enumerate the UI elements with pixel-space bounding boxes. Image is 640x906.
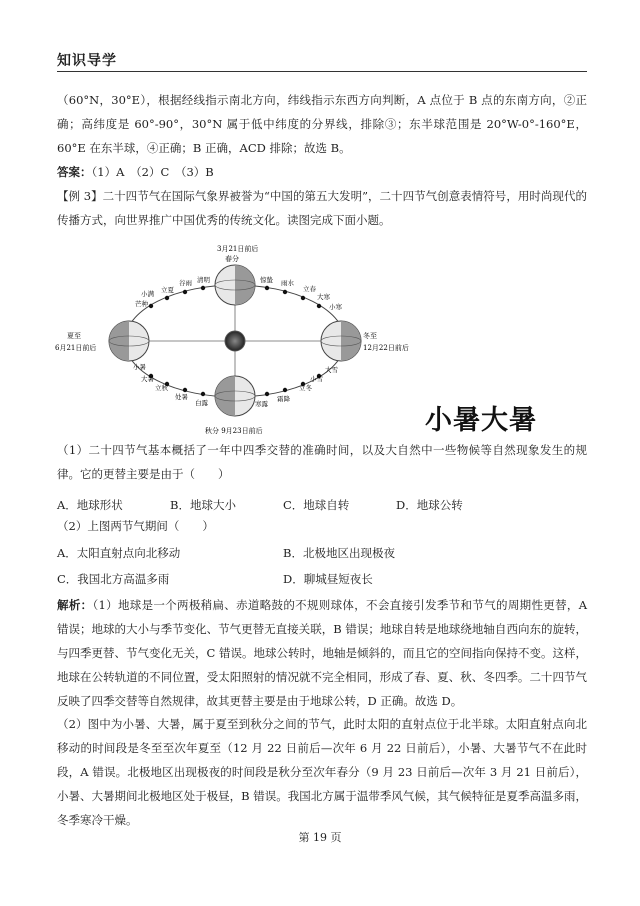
answer-text: （1）A （2）C （3）B — [91, 165, 214, 179]
q1-option-c: C．地球自转 — [283, 498, 350, 512]
analysis-part-1 — [57, 593, 587, 713]
earth-orbit-solar-terms-diagram — [55, 238, 425, 438]
earth-autumn-icon — [215, 376, 255, 416]
q1-option-d: D．地球公转 — [396, 498, 463, 512]
term-label: 霜降 — [277, 395, 290, 403]
example-text: 二十四节气在国际气象界被誉为“中国的第五大发明”，二十四节气创意表情符号，用时尚现代的传播方式，向世界推广中国优秀的传统文化。读图完成下面小题。 — [57, 189, 587, 227]
spring-date-label: 3月21日前后 — [217, 245, 259, 253]
term-label: 白露 — [195, 399, 208, 407]
example-label: 【例 3】 — [57, 189, 103, 203]
term-label: 小雪 — [310, 375, 323, 383]
term-label: 小寒 — [329, 303, 342, 311]
q2-option-c: C．我国北方高温多雨 — [57, 572, 170, 586]
page-header-title: 知识导学 — [57, 53, 117, 69]
earth-summer-icon — [109, 321, 149, 361]
question-2-stem: （2）上图两节气期间（ ） — [57, 519, 214, 533]
q2-option-b: B．北极地区出现极夜 — [283, 546, 395, 560]
header-divider — [57, 71, 587, 72]
autumn-label: 秋分 9月23日前后 — [205, 427, 263, 435]
xiaoshu-dashu-emoji-text: 小暑大暑 — [425, 405, 537, 436]
q2-option-d: D．聊城昼短夜长 — [283, 572, 373, 586]
summer-label: 夏至 — [67, 332, 81, 340]
q1-option-b: B．地球大小 — [170, 498, 236, 512]
term-label: 处暑 — [175, 393, 188, 401]
earth-winter-icon — [321, 321, 361, 361]
example-intro — [57, 184, 587, 232]
term-label: 惊蛰 — [260, 276, 273, 284]
term-label: 大暑 — [141, 375, 154, 383]
term-label: 寒露 — [255, 400, 268, 408]
term-label: 大寒 — [317, 293, 330, 301]
term-label: 立夏 — [161, 286, 174, 294]
sun-icon — [225, 331, 245, 351]
term-label: 立秋 — [155, 384, 168, 392]
term-label: 立春 — [303, 285, 316, 293]
analysis-part-2: （2）图中为小暑、大暑，属于夏至到秋分之间的节气，此时太阳的直射点位于北半球。太阳直射点向北移动的时间段是冬至至次年夏至（12 月 22 日前后—次年 6 月 22 日前后），小暑、大暑节气不在此时段，A 错误。北极地区出现极夜的时间段是秋分至次年春分（9 月 23 日前后—次年 3 月 21 日前后），小暑、大暑期间北极地区处于极昼，B 错误。我国北方属于温带季风气候，其气候特征是夏季高温多雨，冬季寒冷干燥。 — [57, 717, 587, 827]
term-label: 芒种 — [135, 300, 148, 308]
winter-date-label: 12月22日前后 — [363, 344, 409, 352]
winter-label: 冬至 — [363, 332, 377, 340]
term-label: 清明 — [197, 276, 210, 284]
term-label: 雨水 — [281, 279, 294, 287]
answer-label: 答案： — [57, 165, 92, 179]
q1-option-a: A．地球形状 — [57, 498, 123, 512]
question-1-stem: （1）二十四节气基本概括了一年中四季交替的准确时间，以及大自然中一些物候等自然现象发生的规律。它的更替主要是由于（ ） — [57, 443, 587, 481]
summer-date-label: 6月21日前后 — [55, 344, 97, 352]
page-number: 第 19 页 — [298, 831, 342, 844]
q2-option-a: A．太阳直射点向北移动 — [57, 546, 181, 560]
term-label: 小满 — [141, 290, 154, 298]
previous-answer-text: （60°N，30°E），根据经线指示南北方向，纬线指示东西方向判断，A 点位于 B 点的东南方向，②正确；高纬度是 60°-90°，30°N 属于低中纬度的分界线，排除③；东半球范围是 20°W-0°-160°E，60°E 在东半球，④正确；B 正确，ACD 排除；故选 B。 — [57, 93, 587, 155]
term-label: 谷雨 — [179, 279, 192, 287]
term-label: 大雪 — [325, 366, 338, 374]
term-label: 小暑 — [133, 363, 146, 371]
term-label: 立冬 — [299, 384, 312, 392]
analysis-label: 解析： — [57, 598, 93, 612]
spring-label: 春分 — [225, 255, 239, 263]
analysis-text-1: （1）地球是一个两极稍扁、赤道略鼓的不规则球体，不会直接引发季节和节气的周期性更替，A 错误；地球的大小与季节变化、节气更替无直接关联，B 错误；地球自转是地球绕地轴自西向东的旋转，与四季更替、节气变化无关，C 错误。地球公转时，地轴是倾斜的，而且它的空间指向保持不变。这样，地球在公转轨道的不同位置，受太阳照射的情况就不完全相同，形成了春、夏、秋、冬四季。二十四节气反映了四季交替等自然规律，故其更替主要是由于地球公转，D 正确。故选 D。 — [57, 598, 588, 708]
answer-line — [57, 160, 587, 184]
earth-spring-icon — [215, 265, 255, 305]
